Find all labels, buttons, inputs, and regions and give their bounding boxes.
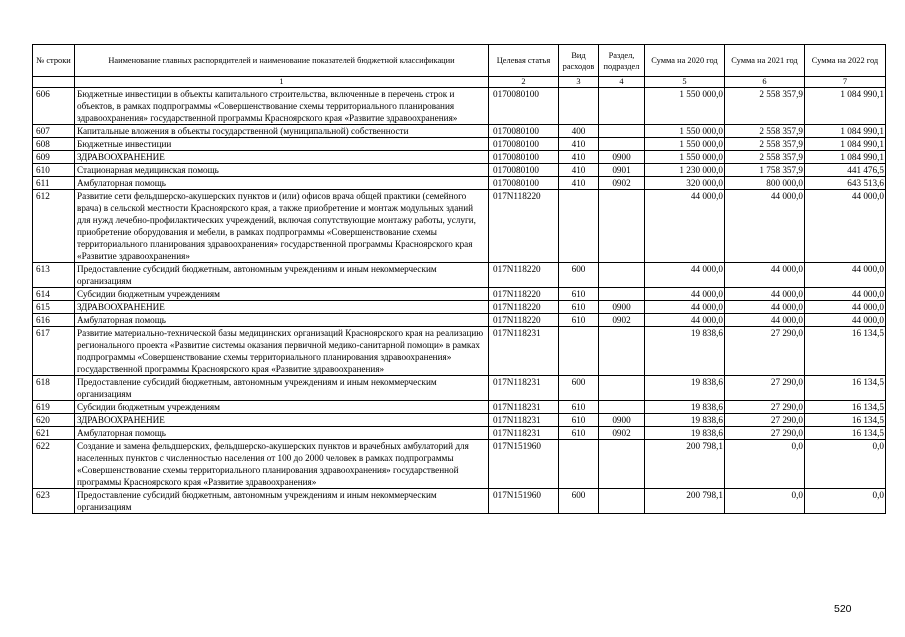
section-subsection: 0900 (599, 414, 645, 427)
table-row (33, 401, 886, 414)
row-number: 608 (33, 138, 75, 151)
sum-2022: 441 476,5 (805, 164, 886, 177)
target-article: 017N118231 (489, 327, 559, 376)
sum-2020: 19 838,6 (645, 427, 725, 440)
expense-kind (559, 327, 599, 376)
sum-2022: 16 134,5 (805, 401, 886, 414)
expense-kind: 610 (559, 401, 599, 414)
target-article: 017N118231 (489, 376, 559, 401)
row-number: 621 (33, 427, 75, 440)
row-number: 612 (33, 190, 75, 263)
expense-kind: 400 (559, 125, 599, 138)
column-number: 1 (75, 77, 489, 88)
expense-kind: 600 (559, 489, 599, 514)
table-row (33, 327, 886, 376)
target-article: 0170080100 (489, 88, 559, 125)
table-row (33, 138, 886, 151)
sum-2021: 44 000,0 (725, 190, 805, 263)
sum-2022: 0,0 (805, 440, 886, 489)
target-article: 017N118231 (489, 414, 559, 427)
sum-2021: 27 290,0 (725, 427, 805, 440)
header-section: Раздел, подраздел (599, 45, 645, 77)
budget-table-sheet (32, 44, 886, 514)
target-article: 017N118220 (489, 190, 559, 263)
expense-kind: 410 (559, 164, 599, 177)
section-subsection (599, 376, 645, 401)
column-number: 6 (725, 77, 805, 88)
table-row (33, 414, 886, 427)
table-row (33, 427, 886, 440)
column-number: 5 (645, 77, 725, 88)
target-article: 017N151960 (489, 440, 559, 489)
indicator-name: Предоставление субсидий бюджетным, автономным учреждениям и иным некоммерческим организациям (75, 376, 489, 401)
row-number: 620 (33, 414, 75, 427)
sum-2020: 320 000,0 (645, 177, 725, 190)
sum-2021: 800 000,0 (725, 177, 805, 190)
row-number: 615 (33, 301, 75, 314)
indicator-name: Развитие материально-технической базы медицинских организаций Красноярского края на реализацию регионального проекта «Развитие системы оказания первичной медико-санитарной помощи» в рамках подпрограммы «Совершенствование схемы территориального планирования здравоохранения» государственной программы Красноярского края «Развитие здравоохранения» (75, 327, 489, 376)
target-article: 0170080100 (489, 177, 559, 190)
section-subsection (599, 190, 645, 263)
section-subsection: 0902 (599, 177, 645, 190)
section-subsection (599, 489, 645, 514)
table-row (33, 177, 886, 190)
section-subsection (599, 125, 645, 138)
row-number: 609 (33, 151, 75, 164)
sum-2021: 27 290,0 (725, 376, 805, 401)
section-subsection: 0901 (599, 164, 645, 177)
sum-2021: 44 000,0 (725, 263, 805, 288)
indicator-name: Создание и замена фельдшерских, фельдшерско-акушерских пунктов и врачебных амбулаторий для населенных пунктов с численностью населения от 100 до 2000 человек в рамках подпрограммы «Совершенствование схемы территориального планирования здравоохранения» государственной программы Красноярского края «Развитие здравоохранения» (75, 440, 489, 489)
section-subsection: 0900 (599, 301, 645, 314)
expense-kind: 610 (559, 427, 599, 440)
sum-2022: 1 084 990,1 (805, 88, 886, 125)
target-article: 017N118220 (489, 288, 559, 301)
target-article: 0170080100 (489, 138, 559, 151)
sum-2021: 0,0 (725, 489, 805, 514)
sum-2020: 200 798,1 (645, 440, 725, 489)
header-row-no: № строки (33, 45, 75, 77)
sum-2020: 44 000,0 (645, 314, 725, 327)
expense-kind: 410 (559, 138, 599, 151)
target-article: 017N118231 (489, 427, 559, 440)
expense-kind: 610 (559, 414, 599, 427)
table-row (33, 164, 886, 177)
expense-kind (559, 440, 599, 489)
indicator-name: Амбулаторная помощь (75, 314, 489, 327)
indicator-name: Капитальные вложения в объекты государственной (муниципальной) собственности (75, 125, 489, 138)
row-number: 618 (33, 376, 75, 401)
header-row (33, 45, 886, 77)
indicator-name: Амбулаторная помощь (75, 177, 489, 190)
sum-2022: 643 513,6 (805, 177, 886, 190)
expense-kind: 600 (559, 263, 599, 288)
sum-2022: 44 000,0 (805, 263, 886, 288)
sum-2022: 16 134,5 (805, 376, 886, 401)
expense-kind: 610 (559, 288, 599, 301)
table-row (33, 263, 886, 288)
sum-2021: 44 000,0 (725, 288, 805, 301)
row-number: 623 (33, 489, 75, 514)
indicator-name: Предоставление субсидий бюджетным, автономным учреждениям и иным некоммерческим организациям (75, 263, 489, 288)
section-subsection (599, 401, 645, 414)
sum-2021: 2 558 357,9 (725, 138, 805, 151)
section-subsection (599, 88, 645, 125)
indicator-name: Стационарная медицинская помощь (75, 164, 489, 177)
sum-2020: 19 838,6 (645, 376, 725, 401)
table-row (33, 125, 886, 138)
target-article: 0170080100 (489, 164, 559, 177)
header-name: Наименование главных распорядителей и наименование показателей бюджетной классификации (75, 45, 489, 77)
row-number: 611 (33, 177, 75, 190)
expense-kind (559, 190, 599, 263)
header-kind: Вид расходов (559, 45, 599, 77)
sum-2022: 44 000,0 (805, 301, 886, 314)
row-number: 619 (33, 401, 75, 414)
table-row (33, 88, 886, 125)
sum-2020: 1 550 000,0 (645, 125, 725, 138)
page-number: 520 (834, 603, 852, 615)
sum-2021: 2 558 357,9 (725, 88, 805, 125)
target-article: 017N118220 (489, 314, 559, 327)
sum-2021: 1 758 357,9 (725, 164, 805, 177)
row-number: 617 (33, 327, 75, 376)
indicator-name: Амбулаторная помощь (75, 427, 489, 440)
sum-2021: 44 000,0 (725, 314, 805, 327)
section-subsection (599, 263, 645, 288)
expense-kind: 410 (559, 177, 599, 190)
section-subsection: 0902 (599, 314, 645, 327)
table-row (33, 314, 886, 327)
column-number: 7 (805, 77, 886, 88)
table-row (33, 376, 886, 401)
target-article: 0170080100 (489, 125, 559, 138)
section-subsection: 0900 (599, 151, 645, 164)
indicator-name: Субсидии бюджетным учреждениям (75, 288, 489, 301)
target-article: 0170080100 (489, 151, 559, 164)
expense-kind: 610 (559, 314, 599, 327)
expense-kind: 610 (559, 301, 599, 314)
sum-2022: 1 084 990,1 (805, 138, 886, 151)
sum-2021: 2 558 357,9 (725, 151, 805, 164)
target-article: 017N118220 (489, 301, 559, 314)
sum-2020: 1 550 000,0 (645, 151, 725, 164)
sum-2022: 44 000,0 (805, 190, 886, 263)
column-number: 4 (599, 77, 645, 88)
sum-2020: 19 838,6 (645, 414, 725, 427)
column-number (33, 77, 75, 88)
header-sum-2021: Сумма на 2021 год (725, 45, 805, 77)
sum-2022: 16 134,5 (805, 327, 886, 376)
sum-2022: 44 000,0 (805, 314, 886, 327)
sum-2020: 44 000,0 (645, 301, 725, 314)
indicator-name: Бюджетные инвестиции (75, 138, 489, 151)
indicator-name: ЗДРАВООХРАНЕНИЕ (75, 301, 489, 314)
row-number: 610 (33, 164, 75, 177)
budget-table (32, 44, 886, 514)
target-article: 017N118220 (489, 263, 559, 288)
row-number: 622 (33, 440, 75, 489)
table-row (33, 301, 886, 314)
sum-2021: 27 290,0 (725, 414, 805, 427)
column-number: 3 (559, 77, 599, 88)
sum-2021: 27 290,0 (725, 401, 805, 414)
target-article: 017N151960 (489, 489, 559, 514)
indicator-name: ЗДРАВООХРАНЕНИЕ (75, 414, 489, 427)
expense-kind: 600 (559, 376, 599, 401)
expense-kind: 410 (559, 151, 599, 164)
header-sum-2020: Сумма на 2020 год (645, 45, 725, 77)
sum-2022: 1 084 990,1 (805, 151, 886, 164)
sum-2022: 1 084 990,1 (805, 125, 886, 138)
sum-2021: 2 558 357,9 (725, 125, 805, 138)
row-number: 614 (33, 288, 75, 301)
indicator-name: Бюджетные инвестиции в объекты капитального строительства, включенные в перечень строк и объектов, в рамках подпрограммы «Совершенствование схемы территориального планирования здравоохранения» государственной программы Красноярского края «Развитие здравоохранения» (75, 88, 489, 125)
table-row (33, 151, 886, 164)
sum-2020: 1 550 000,0 (645, 88, 725, 125)
row-number: 613 (33, 263, 75, 288)
sum-2021: 0,0 (725, 440, 805, 489)
sum-2022: 16 134,5 (805, 427, 886, 440)
table-row (33, 440, 886, 489)
sum-2022: 16 134,5 (805, 414, 886, 427)
indicator-name: Развитие сети фельдшерско-акушерских пунктов и (или) офисов врача общей практики (семейного врача) в сельской местности Красноярского края, а также приобретение и монтаж модульных зданий для нужд лечебно-профилактических учреждений, включая сопутствующие монтажу работы, услуги, приобретение оборудования и мебели, в рамках подпрограммы «Совершенствование схемы территориального планирования здравоохранения» государственной программы Красноярского края «Развитие здравоохранения» (75, 190, 489, 263)
header-sum-2022: Сумма на 2022 год (805, 45, 886, 77)
row-number: 616 (33, 314, 75, 327)
sum-2020: 19 838,6 (645, 401, 725, 414)
table-row (33, 190, 886, 263)
row-number: 607 (33, 125, 75, 138)
sum-2021: 44 000,0 (725, 301, 805, 314)
column-number-row (33, 77, 886, 88)
column-number: 2 (489, 77, 559, 88)
target-article: 017N118231 (489, 401, 559, 414)
sum-2020: 200 798,1 (645, 489, 725, 514)
sum-2021: 27 290,0 (725, 327, 805, 376)
sum-2020: 1 550 000,0 (645, 138, 725, 151)
header-target: Целевая статья (489, 45, 559, 77)
sum-2020: 44 000,0 (645, 288, 725, 301)
indicator-name: Субсидии бюджетным учреждениям (75, 401, 489, 414)
section-subsection: 0902 (599, 427, 645, 440)
sum-2020: 1 230 000,0 (645, 164, 725, 177)
indicator-name: ЗДРАВООХРАНЕНИЕ (75, 151, 489, 164)
section-subsection (599, 327, 645, 376)
indicator-name: Предоставление субсидий бюджетным, автономным учреждениям и иным некоммерческим организациям (75, 489, 489, 514)
sum-2022: 44 000,0 (805, 288, 886, 301)
sum-2020: 44 000,0 (645, 263, 725, 288)
expense-kind (559, 88, 599, 125)
row-number: 606 (33, 88, 75, 125)
section-subsection (599, 440, 645, 489)
sum-2022: 0,0 (805, 489, 886, 514)
table-body (33, 88, 886, 514)
table-row (33, 489, 886, 514)
section-subsection (599, 138, 645, 151)
table-row (33, 288, 886, 301)
sum-2020: 19 838,6 (645, 327, 725, 376)
sum-2020: 44 000,0 (645, 190, 725, 263)
section-subsection (599, 288, 645, 301)
